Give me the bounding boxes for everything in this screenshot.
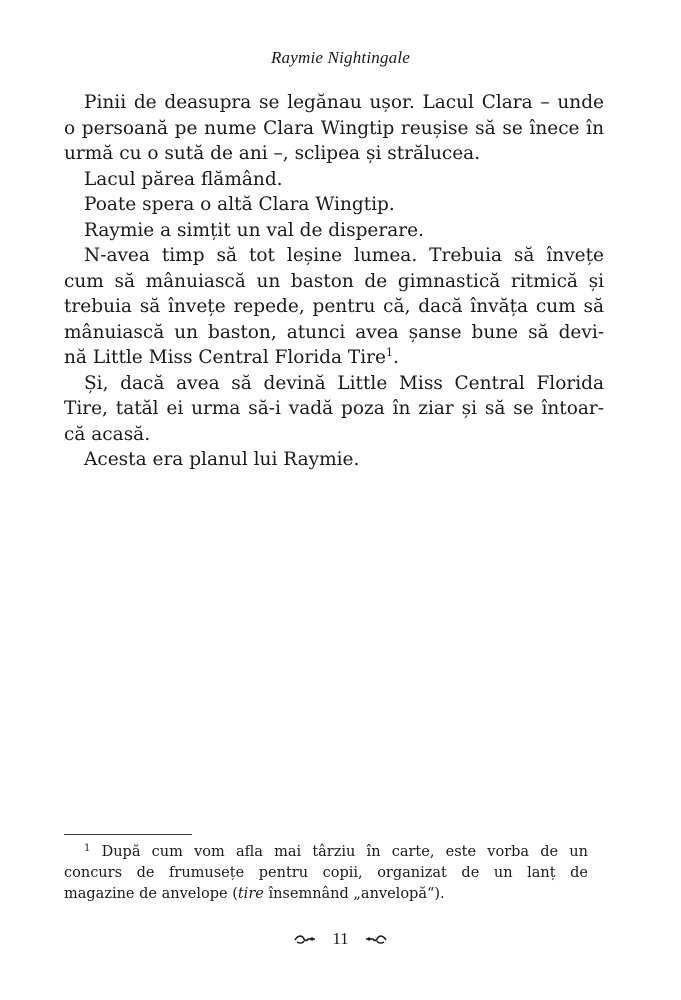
text-line: că acasă. [64, 423, 151, 445]
sentence-end: . [392, 347, 399, 368]
right-ornament-icon [365, 933, 387, 945]
text-line: Și, dacă avea să devină Little Miss Central Florida [84, 372, 604, 394]
footnote-line [64, 884, 588, 905]
footnote-reference: 1 [385, 346, 393, 359]
text-line: trebuia să învețe repede, pentru că, dacă învăța cum să [64, 296, 604, 317]
page-number: 11 [332, 929, 349, 949]
text-line-content: nă Little Miss Central Florida Tire [64, 347, 386, 368]
footnote-text: însemnând „anvelopă“). [263, 886, 445, 902]
text-line: Acesta era planul lui Raymie. [84, 449, 360, 470]
text-line: o persoană pe nume Clara Wingtip reușise să se înece în [64, 117, 604, 139]
footnote [64, 842, 588, 905]
footnote-text: magazine de anvelope ( [64, 886, 238, 902]
footnote-line [64, 842, 588, 863]
text-line-with-footnote [64, 345, 604, 371]
page-footer [0, 928, 681, 949]
footnote-italic-term: tire [237, 886, 264, 902]
footnote-text: După cum vom afla mai târziu în carte, este vorba de un [101, 844, 588, 860]
footnote-marker: 1 [84, 843, 91, 854]
body-text [64, 90, 604, 473]
text-line: cum să mânuiască un baston de gimnastică ritmică și [64, 270, 604, 292]
left-ornament-icon [294, 933, 316, 945]
footnote-divider [64, 834, 192, 835]
text-line: urmă cu o sută de ani –, sclipea și strălucea. [64, 143, 481, 164]
text-line: N-avea timp să tot leșine lumea. Trebuia să învețe [84, 245, 604, 266]
footnote-line: concurs de frumusețe pentru copii, organizat de un lanț de [64, 865, 588, 881]
text-line: Tire, tatăl ei urma să-i vadă poza în ziar și să se întoar- [64, 398, 604, 419]
text-line: Poate spera o altă Clara Wingtip. [84, 194, 395, 215]
text-line: Pinii de deasupra se legănau ușor. Lacul Clara – unde [84, 92, 604, 113]
text-line: mânuiască un baston, atunci avea șanse bune să devi- [64, 321, 604, 343]
text-line: Lacul părea flămând. [84, 168, 283, 190]
text-line: Raymie a simțit un val de disperare. [84, 219, 424, 241]
running-header: Raymie Nightingale [270, 48, 411, 67]
